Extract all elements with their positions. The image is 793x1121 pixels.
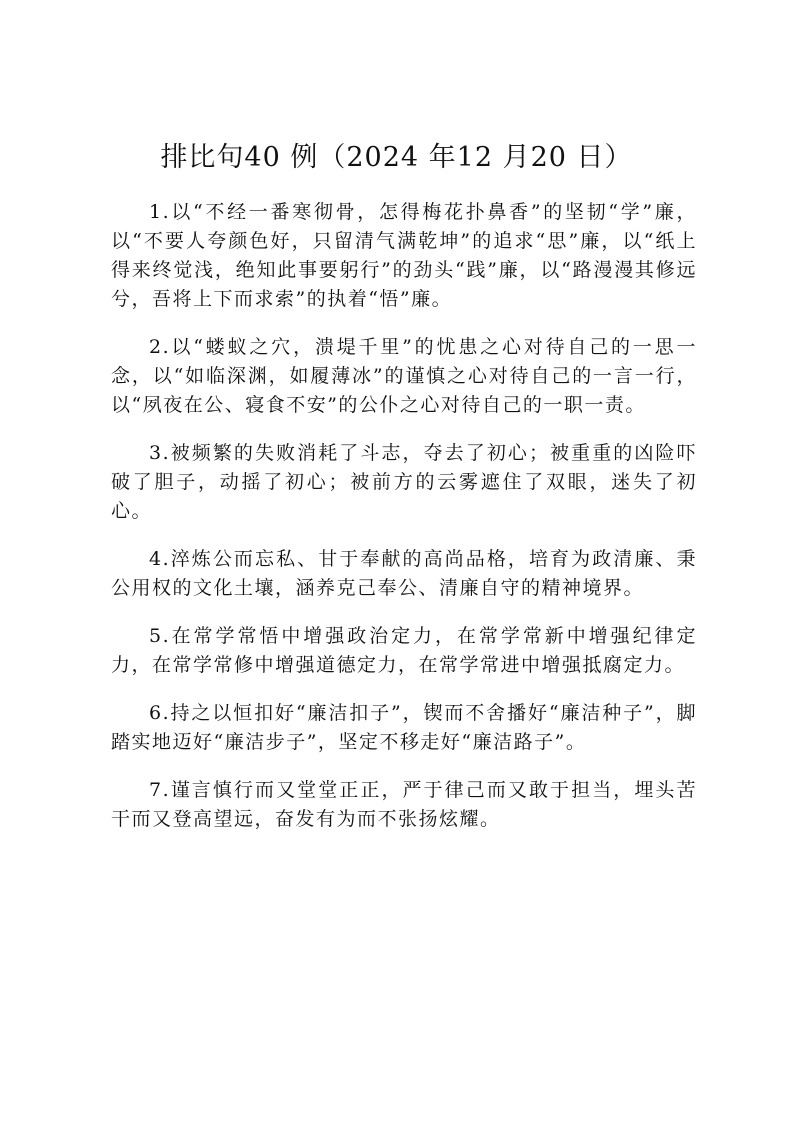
document-body xyxy=(111,198,697,853)
paragraph-6: 6.持之以恒扣好“廉洁扣子”，锲而不舍播好“廉洁种子”，脚踏实地迈好“廉洁步子”，坚定不移走好“廉洁路子”。 xyxy=(111,702,697,753)
paragraph-1: 1.以“不经一番寒彻骨，怎得梅花扑鼻香”的坚韧“学”廉，以“不要人夸颜色好，只留清气满乾坤”的追求“思”廉，以“纸上得来终觉浅，绝知此事要躬行”的劲头“践”廉，以“路漫漫其修远兮，吾将上下而求索”的执着“悟”廉。 xyxy=(111,201,697,310)
document-title: 排比句40 例（2024 年12 月20 日） xyxy=(160,142,633,173)
paragraph-7: 7.谨言慎行而又堂堂正正，严于律己而又敢于担当，埋头苦干而又登高望远，奋发有为而不张扬炫耀。 xyxy=(111,779,697,830)
paragraph-2: 2.以“蝼蚁之穴，溃堤千里”的忧患之心对待自己的一思一念，以“如临深渊，如履薄冰”的谨慎之心对待自己的一言一行，以“夙夜在公、寝食不安”的公仆之心对待自己的一职一责。 xyxy=(111,336,697,416)
paragraph-4: 4.淬炼公而忘私、甘于奉献的高尚品格，培育为政清廉、秉公用权的文化土壤，涵养克己奉公、清廉自守的精神境界。 xyxy=(111,548,697,599)
paragraph-3: 3.被频繁的失败消耗了斗志，夺去了初心；被重重的凶险吓破了胆子，动摇了初心；被前方的云雾遮住了双眼，迷失了初心。 xyxy=(111,442,697,522)
paragraph-5: 5.在常学常悟中增强政治定力，在常学常新中增强纪律定力，在常学常修中增强道德定力，在常学常进中增强抵腐定力。 xyxy=(111,625,697,676)
